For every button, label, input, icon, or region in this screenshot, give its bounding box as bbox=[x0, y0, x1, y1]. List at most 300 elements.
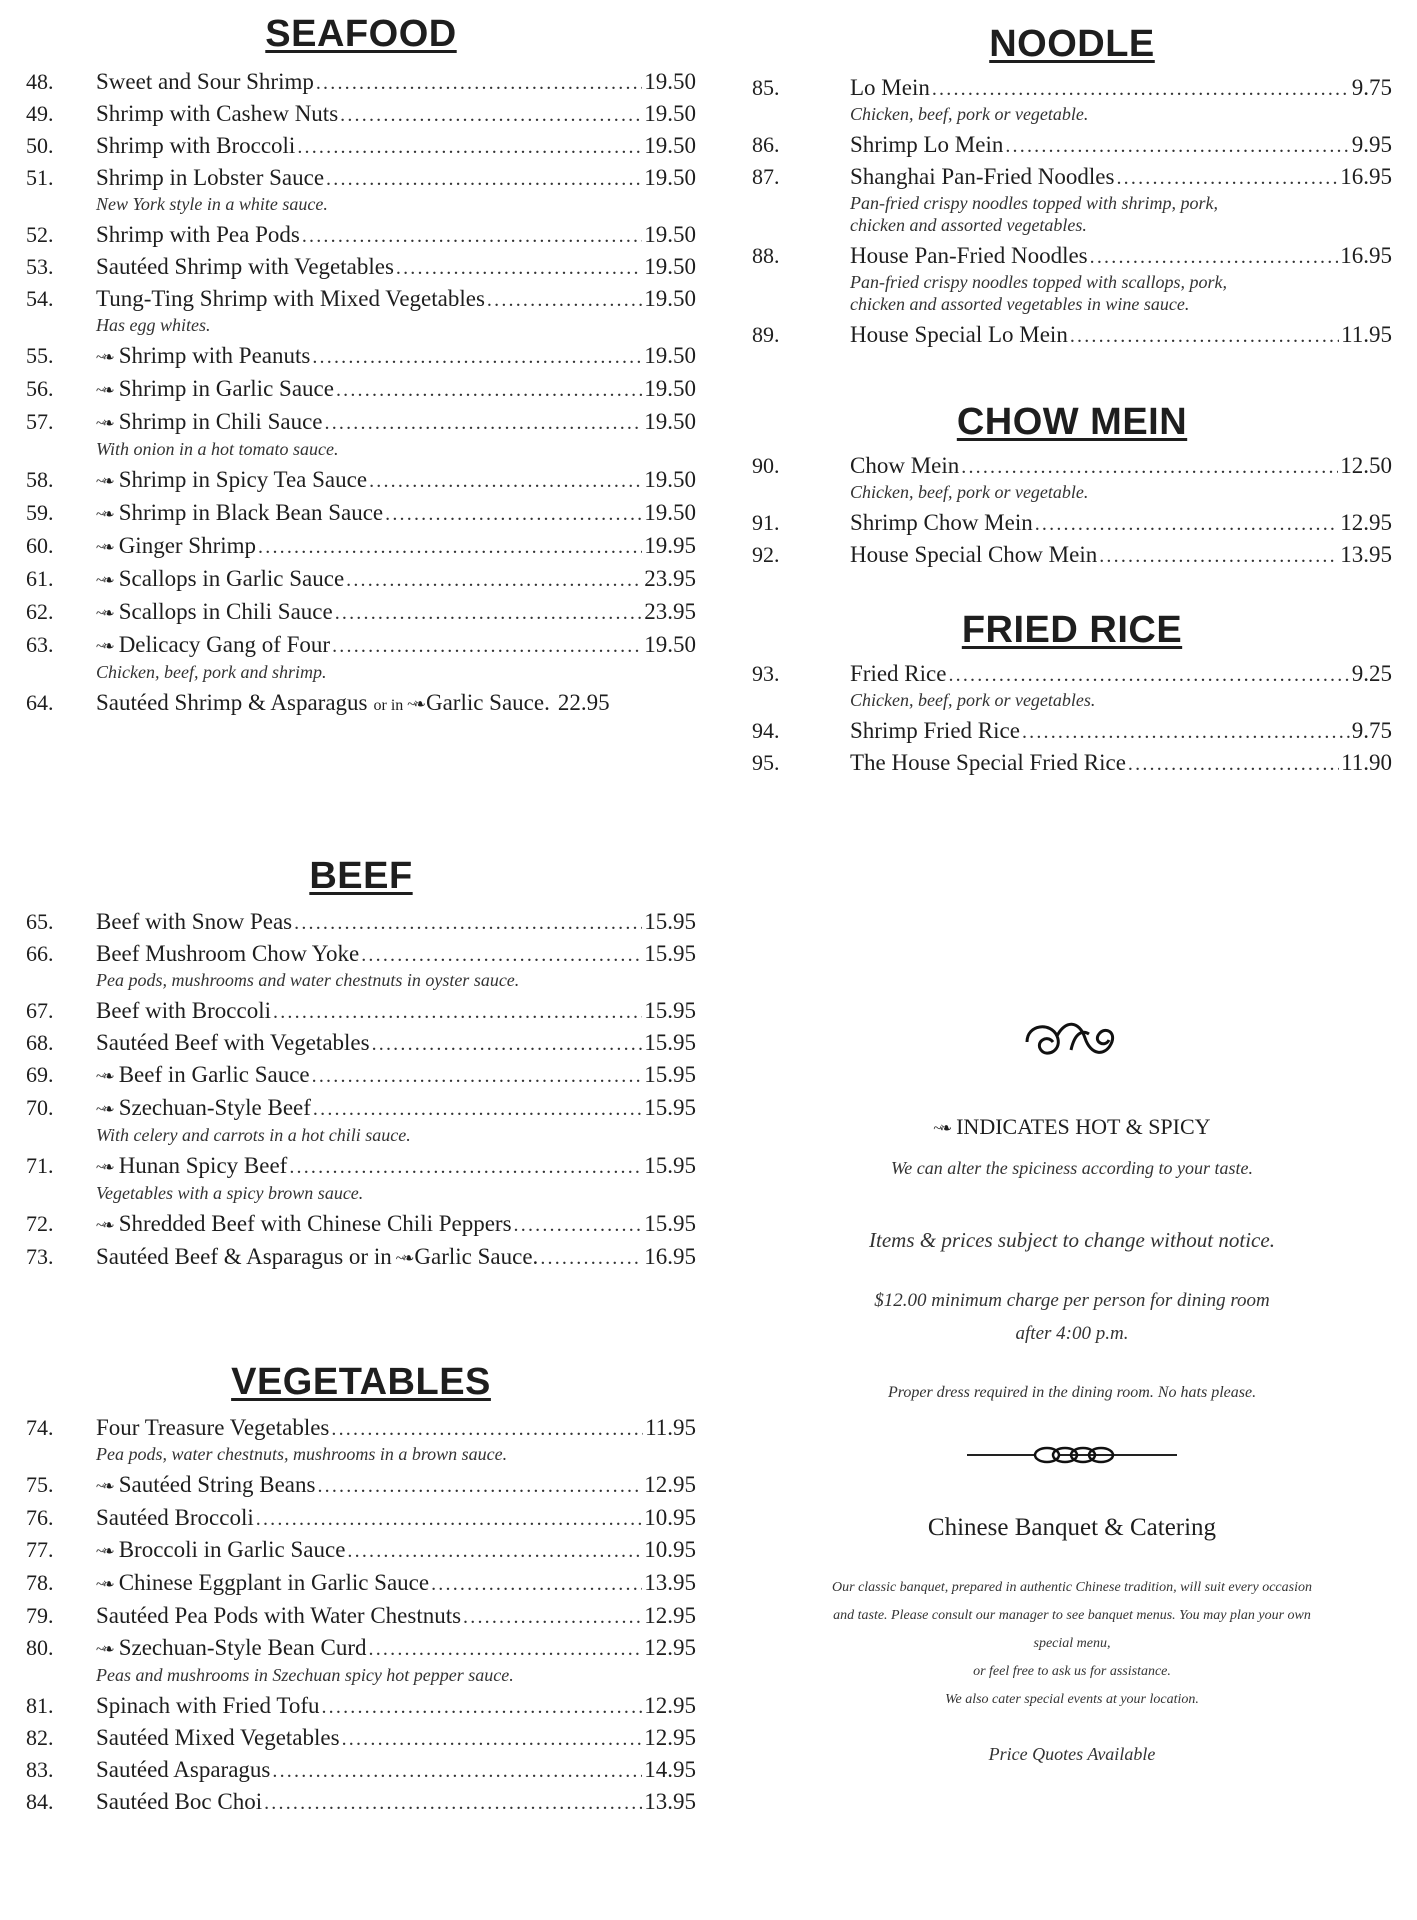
item-number: 50. bbox=[26, 133, 54, 158]
item-name bbox=[96, 689, 550, 720]
menu-item bbox=[26, 408, 696, 460]
item-name bbox=[96, 100, 338, 128]
leader-dots bbox=[514, 1211, 643, 1239]
menu-item bbox=[26, 1061, 696, 1091]
item-name-text: Sautéed Pea Pods with Water Chestnuts bbox=[96, 1603, 462, 1628]
section-vegetables bbox=[26, 1362, 696, 1820]
item-price: 19.50 bbox=[644, 467, 696, 492]
item-name-text: Shrimp with Cashew Nuts bbox=[96, 101, 339, 126]
item-number: 87. bbox=[752, 164, 780, 189]
item-name bbox=[96, 1602, 461, 1630]
leader-dots bbox=[361, 941, 642, 969]
item-number: 85. bbox=[752, 75, 780, 100]
item-name-text: Beef in Garlic Sauce bbox=[118, 1062, 310, 1087]
item-price: 19.50 bbox=[644, 500, 696, 525]
item-price: 19.50 bbox=[644, 376, 696, 401]
menu-item bbox=[26, 499, 696, 529]
item-price: 16.95 bbox=[1340, 243, 1392, 268]
section-title: FRIED RICE bbox=[961, 609, 1183, 651]
item-description: Chicken, beef, pork or vegetables. bbox=[850, 690, 1096, 710]
item-name bbox=[96, 1724, 340, 1752]
chain-divider-icon bbox=[752, 1442, 1392, 1468]
menu-item bbox=[26, 1634, 696, 1686]
item-name bbox=[96, 466, 367, 496]
item-row bbox=[96, 1152, 696, 1182]
item-name bbox=[96, 164, 324, 192]
item-row bbox=[96, 1692, 696, 1721]
leader-dots bbox=[385, 500, 642, 528]
item-number: 65. bbox=[26, 909, 54, 934]
item-name-text: Tung-Ting Shrimp with Mixed Vegetables bbox=[96, 286, 485, 311]
item-name-text: House Pan-Fried Noodles bbox=[850, 243, 1088, 268]
item-name-text: Delicacy Gang of Four bbox=[118, 632, 331, 657]
item-number: 74. bbox=[26, 1415, 54, 1440]
item-name-text: Shredded Beef with Chinese Chili Peppers bbox=[118, 1211, 512, 1236]
item-number: 95. bbox=[752, 750, 780, 775]
item-number: 80. bbox=[26, 1635, 54, 1660]
item-name bbox=[96, 1504, 254, 1532]
section-seafood bbox=[26, 14, 696, 723]
item-number: 82. bbox=[26, 1725, 54, 1750]
item-name-text: Shrimp Lo Mein bbox=[850, 132, 1004, 157]
item-number: 75. bbox=[26, 1472, 54, 1497]
section-title: BEEF bbox=[309, 855, 413, 897]
banquet-text-5: We also cater special events at your location. bbox=[945, 1692, 1199, 1707]
item-number: 71. bbox=[26, 1153, 54, 1178]
item-number: 59. bbox=[26, 500, 54, 525]
item-row bbox=[850, 242, 1392, 271]
item-name bbox=[850, 509, 1033, 537]
item-price: 19.50 bbox=[644, 69, 696, 94]
item-name bbox=[96, 1061, 310, 1091]
section-noodle bbox=[752, 24, 1392, 353]
item-row bbox=[850, 509, 1392, 538]
leader-dots bbox=[331, 1415, 643, 1443]
hot-legend: ~❧ INDICATES HOT & SPICY bbox=[933, 1114, 1211, 1139]
item-row bbox=[96, 1724, 696, 1753]
item-name-text: Sautéed Asparagus bbox=[96, 1757, 271, 1782]
item-name-text: Sautéed Mixed Vegetables bbox=[96, 1725, 340, 1750]
item-row bbox=[96, 342, 696, 372]
item-price: 10.95 bbox=[644, 1537, 696, 1562]
leader-dots bbox=[336, 376, 642, 404]
item-name-text: Shrimp in Lobster Sauce bbox=[96, 165, 325, 190]
item-price: 23.95 bbox=[644, 566, 696, 591]
item-description: With celery and carrots in a hot chili sauce. bbox=[96, 1125, 411, 1145]
item-row bbox=[850, 717, 1392, 746]
menu-item bbox=[26, 164, 696, 215]
item-name bbox=[96, 908, 292, 936]
item-number: 90. bbox=[752, 453, 780, 478]
item-name-text: Shrimp with Pea Pods bbox=[96, 222, 300, 247]
item-name-text: Shrimp in Black Bean Sauce bbox=[118, 500, 384, 525]
item-name-text: House Special Chow Mein bbox=[850, 542, 1098, 567]
item-number: 55. bbox=[26, 343, 54, 368]
item-row bbox=[96, 100, 696, 129]
item-row bbox=[96, 253, 696, 282]
leader-dots bbox=[1090, 243, 1339, 271]
leader-dots bbox=[1035, 510, 1339, 538]
menu-item bbox=[752, 242, 1392, 315]
item-row bbox=[850, 163, 1392, 192]
chili-pepper-icon: ~❧ bbox=[96, 350, 113, 366]
menu-item bbox=[26, 631, 696, 683]
item-row bbox=[96, 1414, 696, 1443]
chili-pepper-icon: ~❧ bbox=[96, 1160, 113, 1176]
item-number: 78. bbox=[26, 1570, 54, 1595]
item-row bbox=[96, 132, 696, 161]
item-price: 13.95 bbox=[1340, 542, 1392, 567]
menu-item bbox=[26, 285, 696, 336]
item-row bbox=[96, 1788, 696, 1817]
item-name bbox=[96, 132, 295, 160]
menu-item bbox=[752, 452, 1392, 503]
menu-item bbox=[26, 1471, 696, 1501]
item-price: 12.95 bbox=[644, 1635, 696, 1660]
chili-pepper-icon: ~❧ bbox=[96, 573, 113, 589]
menu-item bbox=[26, 1602, 696, 1631]
leader-dots bbox=[540, 1244, 642, 1272]
item-price: 9.95 bbox=[1351, 132, 1392, 157]
min-charge-line-1: $12.00 minimum charge per person for dining room bbox=[874, 1290, 1270, 1311]
item-number: 86. bbox=[752, 132, 780, 157]
menu-item bbox=[752, 74, 1392, 125]
leader-dots bbox=[312, 1062, 643, 1090]
chili-pepper-icon: ~❧ bbox=[96, 1102, 113, 1118]
item-price: 15.95 bbox=[644, 941, 696, 966]
chili-pepper-icon: ~❧ bbox=[96, 639, 113, 655]
item-number: 58. bbox=[26, 467, 54, 492]
item-row bbox=[96, 68, 696, 97]
item-row bbox=[850, 321, 1392, 350]
chili-pepper-icon: ~❧ bbox=[96, 1642, 113, 1658]
item-name bbox=[96, 1756, 270, 1784]
leader-dots bbox=[1099, 542, 1338, 570]
item-name bbox=[850, 541, 1097, 569]
leader-dots bbox=[347, 1537, 642, 1565]
item-name-text: Sweet and Sour Shrimp bbox=[96, 69, 314, 94]
item-row bbox=[850, 131, 1392, 160]
item-row bbox=[850, 749, 1392, 778]
item-price: 12.95 bbox=[644, 1472, 696, 1497]
price-quotes: Price Quotes Available bbox=[988, 1744, 1156, 1764]
item-price: 12.50 bbox=[1340, 453, 1392, 478]
item-name bbox=[96, 598, 333, 628]
chili-pepper-icon: ~❧ bbox=[933, 1121, 951, 1137]
menu-item bbox=[26, 466, 696, 496]
item-description: Chicken, beef, pork or vegetable. bbox=[850, 104, 1089, 124]
chili-pepper-icon: ~❧ bbox=[407, 697, 424, 713]
item-price: 14.95 bbox=[644, 1757, 696, 1782]
item-price: 22.95 bbox=[557, 690, 610, 715]
menu-item bbox=[26, 1029, 696, 1058]
item-number: 72. bbox=[26, 1211, 54, 1236]
item-list bbox=[752, 452, 1392, 570]
leader-dots bbox=[1070, 322, 1339, 350]
item-row bbox=[96, 1029, 696, 1058]
item-name-text: Shrimp with Broccoli bbox=[96, 133, 296, 158]
menu-item bbox=[26, 689, 696, 720]
menu-item bbox=[26, 375, 696, 405]
item-name-text: Sautéed Boc Choi bbox=[96, 1789, 263, 1814]
menu-item bbox=[26, 1788, 696, 1817]
section-title: CHOW MEIN bbox=[956, 401, 1188, 443]
leader-dots bbox=[289, 1153, 642, 1181]
item-price: 11.95 bbox=[645, 1415, 696, 1440]
item-price: 11.95 bbox=[1341, 322, 1392, 347]
menu-item bbox=[26, 1724, 696, 1753]
menu-item bbox=[26, 1756, 696, 1785]
item-row bbox=[850, 74, 1392, 103]
item-name bbox=[850, 717, 1020, 745]
leader-dots bbox=[369, 1635, 643, 1663]
spice-note: We can alter the spiciness according to your taste. bbox=[890, 1158, 1254, 1178]
item-number: 67. bbox=[26, 998, 54, 1023]
menu-item bbox=[752, 163, 1392, 236]
item-price: 9.75 bbox=[1351, 75, 1392, 100]
item-number: 54. bbox=[26, 286, 54, 311]
menu-item bbox=[26, 598, 696, 628]
item-description: Pea pods, mushrooms and water chestnuts in oyster sauce. bbox=[96, 970, 520, 990]
item-price: 9.25 bbox=[1351, 661, 1392, 686]
item-name bbox=[96, 1692, 319, 1720]
item-price: 15.95 bbox=[644, 998, 696, 1023]
item-row bbox=[96, 1094, 696, 1124]
item-number: 61. bbox=[26, 566, 54, 591]
item-name-text: Shrimp in Spicy Tea Sauce bbox=[118, 467, 368, 492]
section-beef bbox=[26, 856, 696, 1276]
leader-dots bbox=[431, 1570, 642, 1598]
item-number: 53. bbox=[26, 254, 54, 279]
chili-pepper-icon: ~❧ bbox=[96, 606, 113, 622]
item-name-suffix: Garlic Sauce. bbox=[425, 690, 550, 715]
menu-item bbox=[26, 532, 696, 562]
item-number: 63. bbox=[26, 632, 54, 657]
item-number: 93. bbox=[752, 661, 780, 686]
leader-dots bbox=[340, 101, 642, 129]
item-row bbox=[96, 408, 696, 438]
chili-pepper-icon: ~❧ bbox=[96, 1544, 113, 1560]
banquet-text-2: and taste. Please consult our manager to see banquet menus. You may plan your own bbox=[833, 1608, 1311, 1623]
item-name-text: Shrimp with Peanuts bbox=[118, 343, 311, 368]
item-list bbox=[752, 74, 1392, 350]
banquet-text-3: special menu, bbox=[1033, 1636, 1111, 1651]
item-row bbox=[96, 689, 696, 720]
item-price: 15.95 bbox=[644, 1030, 696, 1055]
item-name bbox=[96, 1634, 367, 1664]
menu-item bbox=[26, 1210, 696, 1240]
item-description: New York style in a white sauce. bbox=[96, 194, 328, 214]
leader-dots bbox=[326, 165, 642, 193]
item-price: 19.95 bbox=[644, 533, 696, 558]
item-number: 81. bbox=[26, 1693, 54, 1718]
item-row bbox=[96, 908, 696, 937]
chili-pepper-icon: ~❧ bbox=[96, 540, 113, 556]
item-name bbox=[96, 253, 394, 281]
item-name bbox=[96, 631, 330, 661]
item-row bbox=[96, 1061, 696, 1091]
item-name-text: Shrimp in Garlic Sauce bbox=[118, 376, 334, 401]
chili-pepper-icon: ~❧ bbox=[96, 383, 113, 399]
section-chowmein bbox=[752, 402, 1392, 573]
item-name-text: Shrimp Fried Rice bbox=[850, 718, 1020, 743]
menu-item bbox=[26, 908, 696, 937]
leader-dots bbox=[463, 1603, 642, 1631]
item-list bbox=[26, 68, 696, 720]
item-description: Has egg whites. bbox=[96, 315, 211, 335]
item-name bbox=[850, 321, 1068, 349]
leader-dots bbox=[302, 222, 642, 250]
item-price: 15.95 bbox=[644, 1153, 696, 1178]
leader-dots bbox=[487, 286, 642, 314]
item-price: 19.50 bbox=[644, 286, 696, 311]
item-list bbox=[26, 908, 696, 1273]
item-name bbox=[96, 342, 310, 372]
menu-item bbox=[26, 940, 696, 991]
item-name-text: Scallops in Chili Sauce bbox=[118, 599, 333, 624]
item-name-text: The House Special Fried Rice bbox=[850, 750, 1126, 775]
item-row bbox=[96, 1602, 696, 1631]
leader-dots bbox=[325, 409, 643, 437]
menu-item bbox=[26, 342, 696, 372]
item-price: 16.95 bbox=[644, 1244, 696, 1269]
item-name bbox=[850, 74, 930, 102]
item-price: 13.95 bbox=[644, 1570, 696, 1595]
item-number: 69. bbox=[26, 1062, 54, 1087]
item-name bbox=[96, 1536, 345, 1566]
item-row bbox=[96, 631, 696, 661]
item-number: 91. bbox=[752, 510, 780, 535]
item-price: 19.50 bbox=[644, 101, 696, 126]
item-number: 56. bbox=[26, 376, 54, 401]
item-name-text: Scallops in Garlic Sauce bbox=[118, 566, 345, 591]
item-price: 15.95 bbox=[644, 1062, 696, 1087]
leader-dots bbox=[372, 1030, 643, 1058]
item-number: 70. bbox=[26, 1095, 54, 1120]
min-charge-line-2: after 4:00 p.m. bbox=[1015, 1323, 1129, 1344]
item-row bbox=[96, 1569, 696, 1599]
item-price: 19.50 bbox=[644, 222, 696, 247]
item-name bbox=[96, 532, 256, 562]
item-name bbox=[96, 285, 485, 313]
item-description: Chicken, beef, pork and shrimp. bbox=[96, 662, 327, 682]
menu-item bbox=[26, 1504, 696, 1533]
item-name-text: Sautéed Beef with Vegetables bbox=[96, 1030, 370, 1055]
menu-item bbox=[752, 131, 1392, 160]
leader-dots bbox=[396, 254, 642, 282]
item-name-text: House Special Lo Mein bbox=[850, 322, 1068, 347]
item-number: 77. bbox=[26, 1537, 54, 1562]
leader-dots bbox=[264, 1789, 642, 1817]
menu-item bbox=[26, 253, 696, 282]
menu-item bbox=[26, 1094, 696, 1146]
item-number: 51. bbox=[26, 165, 54, 190]
leader-dots bbox=[335, 599, 643, 627]
item-row bbox=[850, 541, 1392, 570]
menu-item bbox=[26, 68, 696, 97]
item-name bbox=[96, 1029, 370, 1057]
item-list bbox=[752, 660, 1392, 778]
item-price: 19.50 bbox=[644, 133, 696, 158]
item-price: 16.95 bbox=[1340, 164, 1392, 189]
menu-item bbox=[752, 749, 1392, 778]
item-price: 15.95 bbox=[644, 1211, 696, 1236]
item-name bbox=[850, 660, 946, 688]
item-price: 19.50 bbox=[644, 254, 696, 279]
item-name-suffix: or in bbox=[373, 697, 404, 714]
leader-dots bbox=[1128, 750, 1339, 778]
chili-pepper-icon: ~❧ bbox=[96, 416, 113, 432]
item-row bbox=[96, 1243, 696, 1273]
item-number: 84. bbox=[26, 1789, 54, 1814]
item-price: 9.75 bbox=[1351, 718, 1392, 743]
item-name bbox=[850, 749, 1126, 777]
item-name bbox=[96, 1414, 329, 1442]
item-row bbox=[96, 499, 696, 529]
item-number: 89. bbox=[752, 322, 780, 347]
item-row bbox=[96, 375, 696, 405]
item-name bbox=[96, 1152, 287, 1182]
item-name-text: Chow Mein bbox=[850, 453, 960, 478]
item-name bbox=[96, 221, 300, 249]
item-name-text: Chinese Eggplant in Garlic Sauce bbox=[118, 1570, 430, 1595]
item-price: 12.95 bbox=[1340, 510, 1392, 535]
menu-item bbox=[26, 565, 696, 595]
item-name-text: Beef Mushroom Chow Yoke bbox=[96, 941, 360, 966]
item-row bbox=[96, 940, 696, 969]
item-name-text: Lo Mein bbox=[850, 75, 930, 100]
item-name bbox=[96, 565, 344, 595]
menu-item bbox=[26, 132, 696, 161]
chili-pepper-icon: ~❧ bbox=[96, 1479, 113, 1495]
item-name bbox=[96, 408, 323, 438]
item-price: 19.50 bbox=[644, 632, 696, 657]
leader-dots bbox=[297, 133, 642, 161]
item-name bbox=[96, 375, 334, 405]
leader-dots bbox=[317, 1472, 642, 1500]
item-name bbox=[850, 163, 1114, 191]
item-name-text: Szechuan-Style Bean Curd bbox=[118, 1635, 367, 1660]
item-number: 76. bbox=[26, 1505, 54, 1530]
chili-pepper-icon: ~❧ bbox=[96, 1577, 113, 1593]
item-name bbox=[96, 940, 359, 968]
leader-dots bbox=[258, 533, 642, 561]
item-name-text: Shrimp in Chili Sauce bbox=[118, 409, 323, 434]
menu-item bbox=[26, 1692, 696, 1721]
menu-item bbox=[26, 997, 696, 1026]
menu-item bbox=[26, 1569, 696, 1599]
item-name-text: Ginger Shrimp bbox=[118, 533, 257, 558]
item-name-text: Hunan Spicy Beef bbox=[118, 1153, 288, 1178]
item-name-text: Sautéed Beef & Asparagus or in bbox=[96, 1244, 392, 1269]
item-row bbox=[850, 452, 1392, 481]
leader-dots bbox=[273, 998, 642, 1026]
leader-dots bbox=[272, 1757, 642, 1785]
item-description: Peas and mushrooms in Szechuan spicy hot pepper sauce. bbox=[96, 1665, 514, 1685]
leader-dots bbox=[313, 1095, 642, 1123]
item-name bbox=[850, 242, 1088, 270]
item-number: 88. bbox=[752, 243, 780, 268]
item-number: 60. bbox=[26, 533, 54, 558]
item-name-text: Broccoli in Garlic Sauce bbox=[118, 1537, 346, 1562]
item-number: 83. bbox=[26, 1757, 54, 1782]
item-number: 64. bbox=[26, 690, 54, 715]
item-name-text: Sautéed Shrimp & Asparagus bbox=[96, 690, 368, 715]
leader-dots bbox=[346, 566, 642, 594]
section-title: NOODLE bbox=[989, 23, 1155, 65]
item-number: 57. bbox=[26, 409, 54, 434]
item-list bbox=[26, 1414, 696, 1817]
